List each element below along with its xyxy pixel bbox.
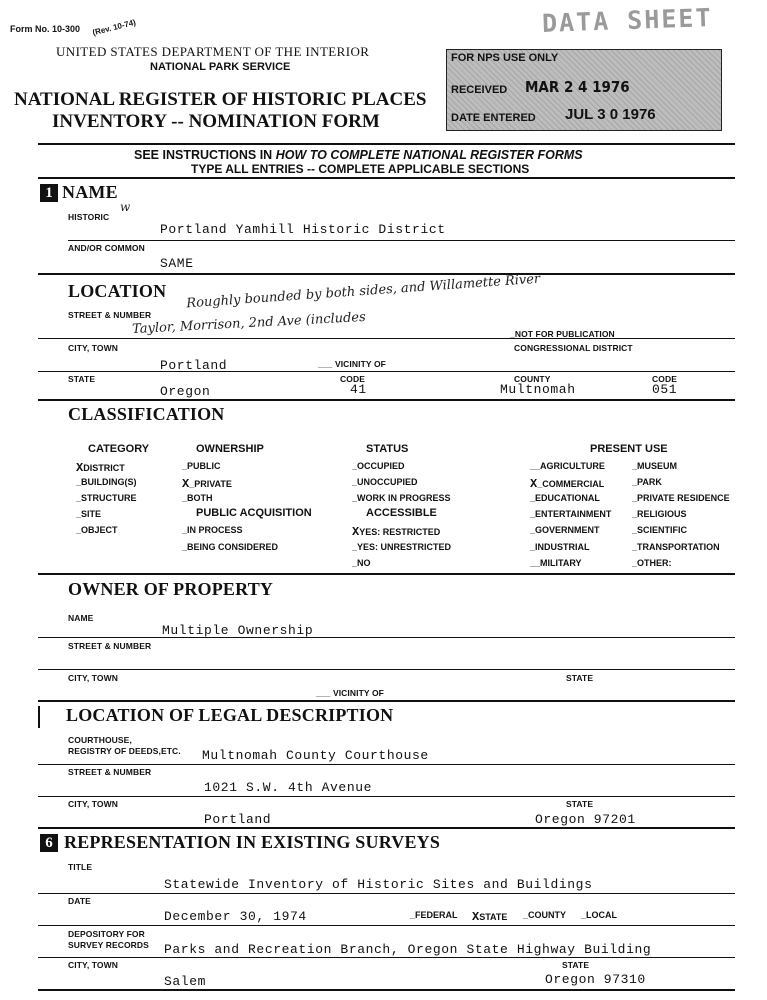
section-title-classification: CLASSIFICATION <box>68 404 225 424</box>
ownership-private: X_PRIVATE <box>182 477 232 491</box>
handwritten-mark: w <box>120 200 131 214</box>
handwritten-boundary-note-1: Roughly bounded by both sides, and Willamette River <box>185 271 541 312</box>
historic-underline <box>68 240 735 241</box>
received-label: RECEIVED <box>451 84 508 96</box>
section-6-divider <box>38 989 735 991</box>
nps-use-label: FOR NPS USE ONLY <box>451 52 559 64</box>
survey-date-underline <box>38 925 735 926</box>
congressional-district-label: CONGRESSIONAL DISTRICT <box>514 343 633 353</box>
survey-title-value: Statewide Inventory of Historic Sites and Buildings <box>164 877 593 892</box>
data-sheet-stamp: DATA SHEET <box>541 3 713 38</box>
legal-state-label: STATE <box>566 799 594 809</box>
category-district: XDISTRICT <box>76 461 125 475</box>
use-commercial: X_COMMERCIAL <box>530 477 605 491</box>
use-park: _PARK <box>632 477 662 487</box>
owner-city-label: CITY, TOWN <box>68 673 118 683</box>
use-government: _GOVERNMENT <box>530 525 600 535</box>
depository-value: Parks and Recreation Branch, Oregon State Highway Building <box>164 942 652 957</box>
street-number-label: STREET & NUMBER <box>68 310 152 320</box>
survey-date-value: December 30, 1974 <box>164 909 307 924</box>
section-5-marker <box>38 706 40 728</box>
city-underline <box>38 371 735 372</box>
common-name-value: SAME <box>160 256 194 271</box>
legal-city-label: CITY, TOWN <box>68 799 118 809</box>
accessible-no: _NO <box>352 558 371 568</box>
owner-name-label: NAME <box>68 613 94 623</box>
instructions-line-2: TYPE ALL ENTRIES -- COMPLETE APPLICABLE SECTIONS <box>191 162 530 176</box>
department-name: UNITED STATES DEPARTMENT OF THE INTERIOR <box>56 44 370 59</box>
state-code-value: 41 <box>350 382 367 397</box>
category-object: _OBJECT <box>76 525 118 535</box>
depository-underline <box>38 957 735 958</box>
status-occupied: _OCCUPIED <box>352 461 405 471</box>
category-heading: CATEGORY <box>88 443 150 455</box>
survey-state-value: Oregon 97310 <box>545 972 646 987</box>
header-divider <box>38 143 735 145</box>
survey-date-label: DATE <box>68 896 91 906</box>
category-structure: _STRUCTURE <box>76 493 137 503</box>
accessible-yes-unrestricted: _YES: UNRESTRICTED <box>352 542 452 552</box>
section-1-divider <box>38 273 735 275</box>
street-underline <box>38 338 735 339</box>
form-revision: (Rev. 10-74) <box>91 17 137 38</box>
instructions-divider <box>38 177 735 179</box>
use-religious: _RELIGIOUS <box>632 509 687 519</box>
status-unoccupied: _UNOCCUPIED <box>352 477 418 487</box>
use-museum: _MUSEUM <box>632 461 678 471</box>
use-military: __MILITARY <box>530 558 582 568</box>
survey-title-label: TITLE <box>68 862 93 872</box>
owner-state-label: STATE <box>566 673 594 683</box>
not-for-publication: _NOT FOR PUBLICATION <box>510 329 615 339</box>
legal-street-label: STREET & NUMBER <box>68 767 152 777</box>
city-town-label: CITY, TOWN <box>68 343 118 353</box>
legal-street-underline <box>38 796 735 797</box>
legal-city-value: Portland <box>204 812 272 827</box>
section-2-divider <box>38 399 735 401</box>
registry-label: REGISTRY OF DEEDS,ETC. <box>68 746 181 756</box>
survey-city-label: CITY, TOWN <box>68 960 118 970</box>
use-scientific: _SCIENTIFIC <box>632 525 688 535</box>
state-value: Oregon <box>160 384 211 399</box>
historic-name-value: Portland Yamhill Historic District <box>160 222 446 237</box>
category-site: _SITE <box>76 509 102 519</box>
survey-title-underline <box>38 893 735 894</box>
historic-label: HISTORIC <box>68 212 110 222</box>
common-name-label: AND/OR COMMON <box>68 243 145 253</box>
use-transportation: _TRANSPORTATION <box>632 542 720 552</box>
level-county: _COUNTY <box>523 910 567 920</box>
county-label: COUNTY <box>514 374 551 384</box>
accessible-heading: ACCESSIBLE <box>366 507 437 519</box>
vicinity-label: ___ VICINITY OF <box>318 359 386 369</box>
county-code-value: 051 <box>652 382 678 397</box>
state-code-label: CODE <box>340 374 365 384</box>
use-agriculture: __AGRICULTURE <box>530 461 605 471</box>
category-buildings: _BUILDING(S) <box>76 477 137 487</box>
use-other: _OTHER: <box>632 558 672 568</box>
accessible-yes-restricted: XYES: RESTRICTED <box>352 525 441 539</box>
section-title-location: LOCATION <box>68 281 167 301</box>
section-number-1: 1 <box>40 184 58 202</box>
state-label: STATE <box>68 374 96 384</box>
section-title-name: NAME <box>62 182 118 202</box>
form-title-line-2: INVENTORY -- NOMINATION FORM <box>52 111 380 132</box>
depository-label-1: DEPOSITORY FOR <box>68 929 145 939</box>
acquisition-in-process: _IN PROCESS <box>182 525 243 535</box>
owner-street-label: STREET & NUMBER <box>68 641 152 651</box>
section-4-divider <box>38 700 735 702</box>
present-use-heading: PRESENT USE <box>590 443 668 455</box>
instructions-line-1: SEE INSTRUCTIONS IN HOW TO COMPLETE NATIONAL REGISTER FORMS <box>134 148 583 162</box>
courthouse-value: Multnomah County Courthouse <box>202 748 429 763</box>
section-number-6: 6 <box>40 834 58 852</box>
service-name: NATIONAL PARK SERVICE <box>150 61 291 73</box>
survey-city-value: Salem <box>164 974 207 989</box>
public-acquisition-heading: PUBLIC ACQUISITION <box>196 507 312 519</box>
received-date: MAR 2 4 1976 <box>525 78 630 96</box>
owner-vicinity-label: ___ VICINITY OF <box>316 688 384 698</box>
section-3-divider <box>38 573 735 575</box>
legal-state-value: Oregon 97201 <box>535 812 636 827</box>
owner-name-underline <box>38 637 735 638</box>
section-title-legal-description: LOCATION OF LEGAL DESCRIPTION <box>66 705 394 725</box>
survey-state-label: STATE <box>562 960 590 970</box>
ownership-heading: OWNERSHIP <box>196 443 264 455</box>
county-code-label: CODE <box>652 374 677 384</box>
nps-use-only-box <box>446 49 722 131</box>
date-entered-label: DATE ENTERED <box>451 112 536 124</box>
city-value: Portland <box>160 358 228 373</box>
section-5-divider <box>38 827 735 829</box>
form-title-line-1: NATIONAL REGISTER OF HISTORIC PLACES <box>14 89 427 110</box>
owner-street-underline <box>38 669 735 670</box>
status-heading: STATUS <box>366 443 409 455</box>
use-educational: _EDUCATIONAL <box>530 493 600 503</box>
date-entered-value: JUL 3 0 1976 <box>565 106 656 123</box>
form-number: Form No. 10-300 <box>10 24 81 34</box>
county-value: Multnomah <box>500 382 576 397</box>
section-title-owner: OWNER OF PROPERTY <box>68 579 274 599</box>
depository-label-2: SURVEY RECORDS <box>68 940 149 950</box>
ownership-public: _PUBLIC <box>182 461 221 471</box>
level-state: XSTATE <box>472 910 508 924</box>
use-industrial: _INDUSTRIAL <box>530 542 590 552</box>
acquisition-being-considered: _BEING CONSIDERED <box>182 542 279 552</box>
status-work-in-progress: _WORK IN PROGRESS <box>352 493 451 503</box>
legal-street-value: 1021 S.W. 4th Avenue <box>204 780 373 795</box>
courthouse-label: COURTHOUSE, <box>68 735 132 745</box>
handwritten-boundary-note-2: Taylor, Morrison, 2nd Ave (includes <box>131 309 367 338</box>
level-federal: _FEDERAL <box>410 910 458 920</box>
section-title-surveys: REPRESENTATION IN EXISTING SURVEYS <box>64 832 441 852</box>
use-private-residence: _PRIVATE RESIDENCE <box>632 493 730 503</box>
owner-name-value: Multiple Ownership <box>162 623 314 638</box>
courthouse-underline <box>38 764 735 765</box>
level-local: _LOCAL <box>581 910 617 920</box>
use-entertainment: _ENTERTAINMENT <box>530 509 612 519</box>
ownership-both: _BOTH <box>182 493 213 503</box>
